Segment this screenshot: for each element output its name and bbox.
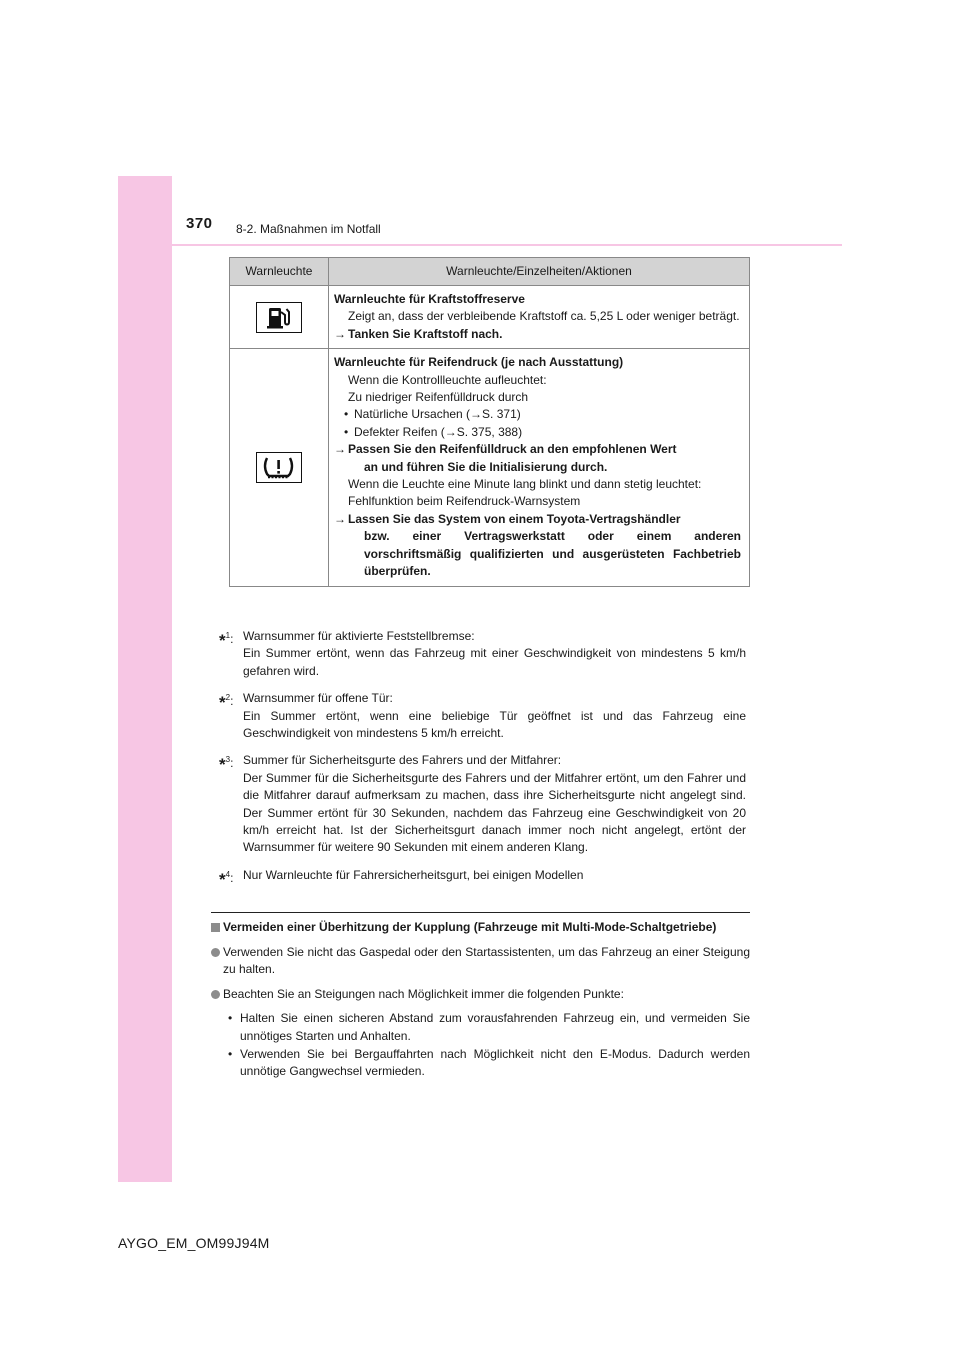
footnote-heading: Warnsummer für offene Tür: [243,691,393,706]
chapter-sidebar-tab [118,176,172,1182]
arrow-icon: → [334,511,346,526]
footnote-body: Der Summer für die Sicherheitsgurte des Fahrers und der Mitfahrer ertönt, um den Fahrer und die Mitfahrer darauf aufmerksam zu machen, dass ihre Sicherheitsgurte nicht angelegt sind. Der Summer ertönt für 30 Sekunden, nachdem das Fahrzeug eine Geschwindigkeit von 20 km/h erreicht hat. Ist der Sicherheitsgurt danach immer noch nicht angelegt, ertönt der Warnsummer für weitere 90 Sekunden mit einem anderen Klang. [243,770,746,855]
list-item: • Verwenden Sie bei Bergauffahrten nach Möglichkeit nicht den E-Modus. Dadurch werden unnötige Gangwechsel vermieden. [223,1046,750,1081]
tire-condition-lit-detail: Zu niedriger Reifenfülldruck durch [348,390,529,405]
fuel-pump-icon [256,302,302,333]
footnote-marker: *$^1$: [219,631,234,650]
header-rule [172,244,842,246]
list-item: Verwenden Sie nicht das Gaspedal oder den Startassistenten, um das Fahrzeug an einer Steigung zu halten. [211,944,750,979]
fuel-light-action: → Tanken Sie Kraftstoff nach. [334,326,741,343]
list-item: • Defekter Reifen (→S. 375, 388) [334,424,741,441]
footnote-3 [219,752,746,856]
footnote-2 [219,690,746,742]
tire-condition-blinking-detail: Fehlfunktion beim Reifendruck-Warnsystem [348,494,581,509]
footnotes [219,628,746,894]
sub-list [211,1010,750,1080]
footnote-heading: Nur Warnleuchte für Fahrersicherheitsgurt, bei einigen Modellen [243,867,584,882]
clutch-overheat-notes [211,919,750,1081]
circle-bullet-icon [211,990,220,999]
document-code: AYGO_EM_OM99J94M [118,1235,270,1251]
square-bullet-icon [211,923,220,932]
warning-light-table [229,257,750,587]
footnote-marker: *$^3$: [219,755,234,775]
description-cell [329,349,750,586]
section-title: 8-2. Maßnahmen im Notfall [236,222,381,236]
tire-action-dealer: → Lassen Sie das System von einem Toyota-Vertragshändler bzw. einer Vertragswerkstatt oder einem anderen vorschriftsmäßig qualifizierten und ausgerüsteten Fachbetrieb überprüfen. [334,511,741,579]
column-header-warning-light: Warnleuchte [230,258,329,286]
footnote-4 [219,867,746,889]
table-header-row [230,258,750,286]
footnote-body: Ein Summer ertönt, wenn das Fahrzeug mit einer Geschwindigkeit von mindestens 5 km/h gefahren wird. [243,646,746,678]
page-number: 370 [186,215,213,232]
tire-action-adjust: → Passen Sie den Reifenfülldruck an den empfohlenen Wert an und führen Sie die Initialisierung durch. [334,442,677,474]
table-row-tire-pressure [230,349,750,586]
footnote-marker: *$^4$: [219,869,234,889]
fuel-light-description: Zeigt an, dass der verbleibende Kraftstoff ca. 5,25 L oder weniger beträgt. [348,309,740,324]
icon-cell [230,286,329,349]
list-item: Beachten Sie an Steigungen nach Möglichkeit immer die folgenden Punkte: [211,986,750,1004]
fuel-light-title: Warnleuchte für Kraftstoffreserve [334,292,525,306]
circle-bullet-icon [211,948,220,957]
footnote-heading: Warnsummer für aktivierte Feststellbremse: [243,629,475,643]
column-header-details: Warnleuchte/Einzelheiten/Aktionen [329,258,750,286]
footnote-body: Ein Summer ertönt, wenn eine beliebige Tür geöffnet ist und das Fahrzeug eine Geschwindigkeit von mindestens 5 km/h erreicht. [243,708,746,741]
icon-cell [230,349,329,586]
footnote-marker: *$^2$: [219,693,234,713]
list-item: • Halten Sie einen sicheren Abstand zum vorausfahrenden Fahrzeug ein, und vermeiden Sie unnötiges Starten und Anhalten. [223,1010,750,1045]
tire-light-title: Warnleuchte für Reifendruck (je nach Ausstattung) [334,355,624,370]
section-divider [211,912,750,913]
arrow-icon: → [334,326,346,341]
tire-pressure-warning-icon [256,452,302,483]
tire-condition-blinking: Wenn die Leuchte eine Minute lang blinkt und dann stetig leuchtet: [348,477,702,492]
footnote-heading: Summer für Sicherheitsgurte des Fahrers und der Mitfahrer: [243,753,562,768]
tire-condition-lit: Wenn die Kontrollleuchte aufleuchtet: [348,372,547,387]
footnote-1 [219,628,746,680]
list-item: • Natürliche Ursachen (→S. 371) [334,406,741,423]
description-cell [329,286,750,349]
arrow-icon: → [334,442,346,457]
note-heading: Vermeiden einer Überhitzung der Kupplung (Fahrzeuge mit Multi-Mode-Schaltgetriebe) [211,919,750,937]
table-row-fuel [230,286,750,349]
